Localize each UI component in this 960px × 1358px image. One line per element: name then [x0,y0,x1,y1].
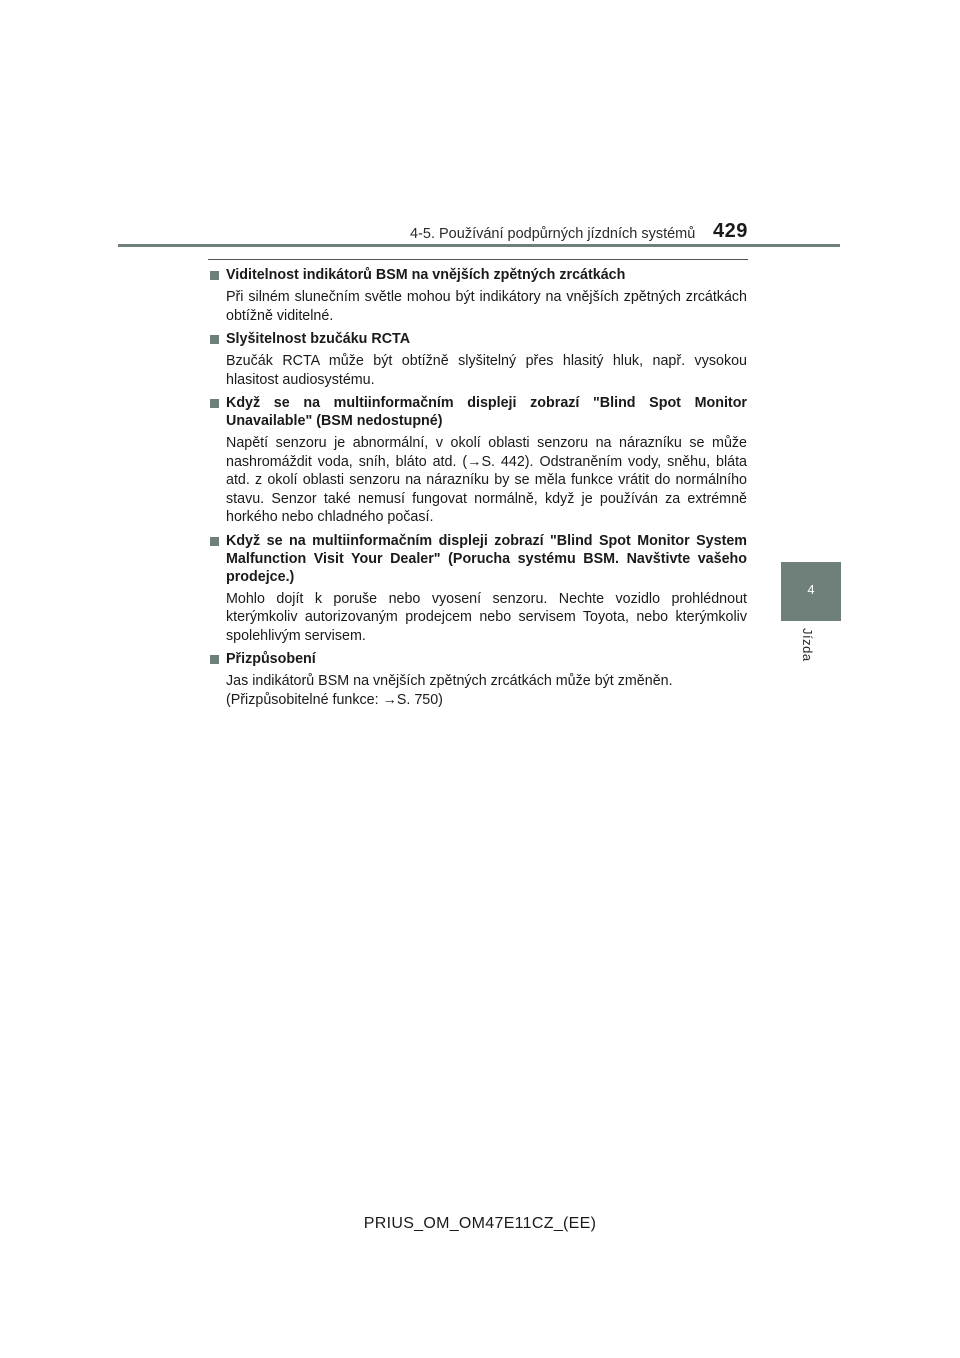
section-title [210,266,747,284]
section-body [210,288,747,325]
section-body [210,352,747,389]
chapter-label: Jízda [800,628,815,662]
section-bsm-visibility [210,266,747,325]
square-bullet-icon [210,399,219,408]
page-number: 429 [713,220,748,242]
section-title-text: Slyšitelnost bzučáku RCTA [226,331,411,347]
section-title-text: Přizpůsobení [226,651,316,667]
section-bsm-unavailable [210,394,747,527]
section-paragraph: Mohlo dojít k poruše nebo vyosení senzoru. Nechte vozidlo prohlédnout kterýmkoliv autorizovaným prodejcem nebo servisem Toyota, nebo kterýmkoliv spolehlivým servisem. [226,590,747,644]
document-code: PRIUS_OM_OM47E11CZ_(EE) [363,1215,597,1232]
section-title [210,394,747,430]
section-title [210,650,747,668]
square-bullet-icon [210,271,219,280]
section-title [210,330,747,348]
chapter-tab [781,562,841,621]
header-divider [118,244,840,247]
section-heading: 4-5. Používání podpůrných jízdních systémů [410,226,696,242]
section-title-text: Když se na multiinformačním displeji zobrazí "Blind Spot Monitor Unavailable" (BSM nedostupné) [226,395,747,429]
section-paragraph: Při silném slunečním světle mohou být indikátory na vnějších zpětných zrcátkách obtížně viditelné. [226,289,747,324]
section-paragraph: Jas indikátorů BSM na vnějších zpětných zrcátkách může být změněn. [226,673,673,689]
section-title [210,532,747,586]
section-body [210,590,747,646]
section-body [210,672,747,709]
section-paragraph: Bzučák RCTA může být obtížně slyšitelný přes hlasitý hluk, např. vysokou hlasitost audiosystému. [226,353,747,388]
section-body [210,434,747,527]
main-content [210,266,747,714]
section-rcta-buzzer [210,330,747,389]
square-bullet-icon [210,537,219,546]
section-title-text: Když se na multiinformačním displeji zobrazí "Blind Spot Monitor System Malfunction Visit Your Dealer" (Porucha systému BSM. Navštivte vašeho prodejce.) [226,532,747,585]
section-reference: (Přizpůsobitelné funkce: →S. 750) [226,691,443,708]
content-divider [208,259,748,260]
section-title-text: Viditelnost indikátorů BSM na vnějších zpětných zrcátkách [226,267,626,283]
section-paragraph: Napětí senzoru je abnormální, v okolí oblasti senzoru na nárazníku se může nashromáždit voda, sníh, bláto atd. (→S. 442). Odstraněním vody, sněhu, bláta atd. z okolí oblasti senzoru na nárazníku by se měla funkce vrátit do normálního stavu. Senzor také nemusí fungovat normálně, když je používán za extrémně horkého nebo chladného počasí. [226,435,747,525]
square-bullet-icon [210,335,219,344]
section-customization [210,650,747,709]
chapter-number: 4 [807,582,815,597]
section-bsm-malfunction [210,532,747,646]
square-bullet-icon [210,655,219,664]
page-header [0,0,960,250]
